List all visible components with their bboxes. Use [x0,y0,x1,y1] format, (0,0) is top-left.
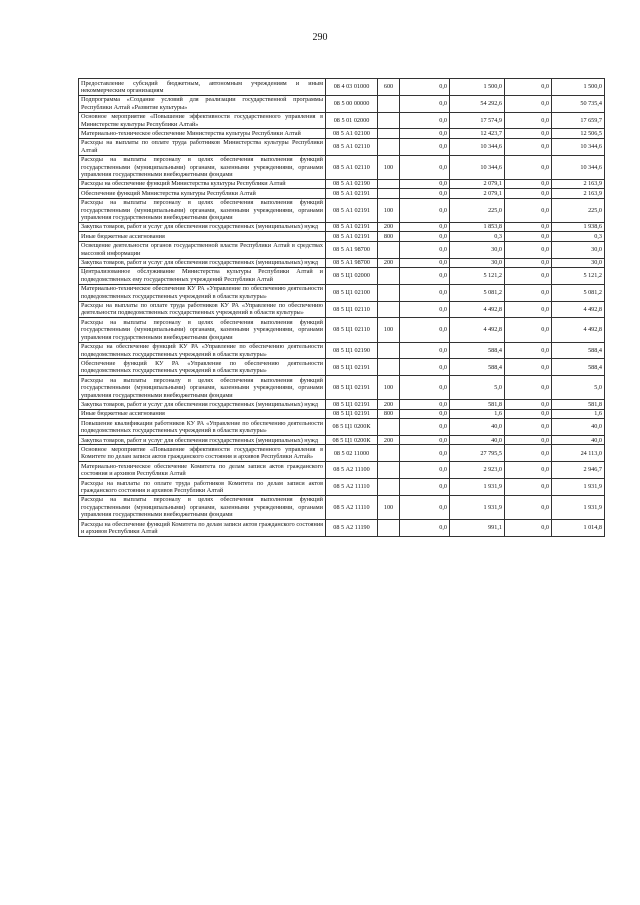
row-amount-3: 0,0 [505,409,552,418]
row-amount-3: 0,0 [505,112,552,129]
row-amount-3: 0,0 [505,495,552,519]
row-amount-3: 0,0 [505,258,552,267]
row-amount-4: 2 946,7 [552,462,605,479]
row-amount-1: 0,0 [400,179,450,188]
row-expense-type [378,95,400,112]
row-amount-2: 588,4 [450,342,505,359]
row-code: 08 5 02 11000 [326,445,378,462]
row-expense-type: 100 [378,155,400,179]
row-code: 08 5 А1 02110 [326,138,378,155]
row-name: Расходы на выплаты персоналу в целях обеспечения выполнения функций государственными (муниципальными) органами, казенными учреждениями, органами управления государственными внебюджетными фондами [79,495,326,519]
table-row [79,400,605,409]
row-amount-3: 0,0 [505,400,552,409]
row-code: 08 5 А2 11110 [326,479,378,496]
row-code: 08 5 А1 02191 [326,232,378,241]
row-amount-1: 0,0 [400,232,450,241]
row-code: 08 5 А2 11110 [326,495,378,519]
row-amount-2: 5,0 [450,376,505,400]
row-amount-4: 1 931,9 [552,479,605,496]
row-amount-3: 0,0 [505,445,552,462]
row-amount-3: 0,0 [505,301,552,318]
row-amount-4: 10 344,6 [552,138,605,155]
row-amount-3: 0,0 [505,462,552,479]
row-code: 08 5 Ц1 02110 [326,301,378,318]
row-amount-1: 0,0 [400,359,450,376]
row-name: Иные бюджетные ассигнования [79,409,326,418]
row-amount-4: 0,3 [552,232,605,241]
row-expense-type [378,462,400,479]
row-expense-type: 100 [378,376,400,400]
row-amount-4: 50 735,4 [552,95,605,112]
row-name: Материально-техническое обеспечение Министерства культуры Республики Алтай [79,129,326,138]
row-name: Предоставление субсидий бюджетным, автономным учреждениям и иным некоммерческим организациям [79,79,326,96]
row-amount-2: 1 931,9 [450,495,505,519]
row-amount-4: 10 344,6 [552,155,605,179]
row-expense-type [378,241,400,258]
row-amount-1: 0,0 [400,258,450,267]
row-expense-type: 200 [378,436,400,445]
row-amount-3: 0,0 [505,138,552,155]
row-expense-type [378,419,400,436]
row-code: 08 5 А2 11100 [326,462,378,479]
row-name: Обеспечение функций Министерства культуры Республики Алтай [79,189,326,198]
row-amount-4: 1,6 [552,409,605,418]
row-amount-4: 5,0 [552,376,605,400]
row-name: Расходы на выплаты по оплате труда работников КУ РА «Управление по обеспечению деятельности подведомственных государственных учреждений в области культуры» [79,301,326,318]
row-amount-2: 1 853,8 [450,222,505,231]
row-code: 08 5 Ц1 02191 [326,400,378,409]
row-amount-3: 0,0 [505,376,552,400]
row-code: 08 5 Ц1 02000 [326,267,378,284]
row-name: Закупка товаров, работ и услуг для обеспечения государственных (муниципальных) нужд [79,258,326,267]
row-name: Расходы на обеспечение функций КУ РА «Управление по обеспечению деятельности подведомственных государственных учреждений в области культуры» [79,342,326,359]
row-amount-3: 0,0 [505,232,552,241]
table-row [79,79,605,96]
table-row [79,462,605,479]
table-row [79,112,605,129]
row-amount-1: 0,0 [400,479,450,496]
row-amount-1: 0,0 [400,112,450,129]
row-amount-4: 588,4 [552,342,605,359]
row-amount-4: 2 163,9 [552,179,605,188]
row-name: Расходы на выплаты персоналу в целях обеспечения выполнения функций государственными (муниципальными) органами, казенными учреждениями, органами управления государственными внебюджетными фондами [79,376,326,400]
row-amount-2: 30,0 [450,258,505,267]
row-amount-1: 0,0 [400,409,450,418]
row-amount-4: 581,8 [552,400,605,409]
row-expense-type: 100 [378,198,400,222]
row-amount-2: 0,3 [450,232,505,241]
row-amount-2: 2 079,1 [450,179,505,188]
row-amount-4: 225,0 [552,198,605,222]
row-amount-4: 1 500,0 [552,79,605,96]
row-amount-1: 0,0 [400,400,450,409]
row-code: 08 5 Ц1 0200К [326,436,378,445]
row-expense-type [378,138,400,155]
row-amount-3: 0,0 [505,520,552,537]
row-amount-1: 0,0 [400,419,450,436]
row-expense-type [378,129,400,138]
table-row [79,419,605,436]
table-row [79,232,605,241]
row-amount-2: 54 292,6 [450,95,505,112]
row-amount-3: 0,0 [505,359,552,376]
row-amount-1: 0,0 [400,462,450,479]
row-code: 08 5 Ц1 02110 [326,318,378,342]
row-name: Иные бюджетные ассигнования [79,232,326,241]
row-amount-2: 2 079,1 [450,189,505,198]
row-amount-1: 0,0 [400,241,450,258]
row-expense-type: 200 [378,400,400,409]
table-row [79,479,605,496]
row-code: 08 5 А1 02191 [326,222,378,231]
table-row [79,445,605,462]
row-name: Расходы на выплаты персоналу в целях обеспечения выполнения функций государственными (муниципальными) органами, казенными учреждениями, органами управления государственными внебюджетными фондами [79,155,326,179]
row-amount-1: 0,0 [400,520,450,537]
row-code: 08 5 Ц1 02190 [326,342,378,359]
row-expense-type [378,301,400,318]
row-amount-3: 0,0 [505,95,552,112]
table-row [79,258,605,267]
table-row [79,222,605,231]
row-amount-2: 17 574,9 [450,112,505,129]
row-amount-1: 0,0 [400,79,450,96]
row-amount-3: 0,0 [505,155,552,179]
row-name: Расходы на выплаты персоналу в целях обеспечения выполнения функций государственными (муниципальными) органами, казенными учреждениями, органами управления государственными внебюджетными фондами [79,198,326,222]
row-code: 08 5 А1 02191 [326,189,378,198]
row-amount-1: 0,0 [400,436,450,445]
row-amount-2: 12 423,7 [450,129,505,138]
row-code: 08 5 Ц1 02191 [326,359,378,376]
row-amount-4: 5 081,2 [552,284,605,301]
row-amount-4: 1 938,6 [552,222,605,231]
row-amount-2: 10 344,6 [450,138,505,155]
row-name: Основное мероприятие «Повышение эффективности государственного управления в Комитете по делам записи актов гражданского состояния и архивов Республики Алтай» [79,445,326,462]
row-amount-2: 40,0 [450,436,505,445]
row-amount-3: 0,0 [505,342,552,359]
row-amount-3: 0,0 [505,222,552,231]
row-amount-1: 0,0 [400,376,450,400]
row-expense-type [378,342,400,359]
row-code: 08 5 Ц1 02100 [326,284,378,301]
row-name: Материально-техническое обеспечение КУ РА «Управление по обеспечению деятельности подведомственных государственных учреждений в области культуры» [79,284,326,301]
table-row [79,198,605,222]
row-expense-type: 600 [378,79,400,96]
row-code: 08 5 Ц1 02191 [326,376,378,400]
row-amount-1: 0,0 [400,189,450,198]
row-code: 08 5 А1 02110 [326,155,378,179]
row-code: 08 5 00 00000 [326,95,378,112]
row-code: 08 5 А1 98700 [326,258,378,267]
row-amount-3: 0,0 [505,129,552,138]
table-row [79,301,605,318]
row-amount-2: 30,0 [450,241,505,258]
table-row [79,318,605,342]
row-expense-type [378,520,400,537]
row-amount-4: 4 492,8 [552,318,605,342]
row-amount-3: 0,0 [505,479,552,496]
row-expense-type [378,179,400,188]
budget-table [78,78,605,537]
row-name: Материально-техническое обеспечение Комитета по делам записи актов гражданского состояния и архивов Республики Алтай [79,462,326,479]
table-row [79,241,605,258]
table-row [79,342,605,359]
row-amount-2: 27 795,5 [450,445,505,462]
table-row [79,376,605,400]
row-code: 08 5 А1 98700 [326,241,378,258]
row-amount-2: 4 492,8 [450,301,505,318]
row-amount-1: 0,0 [400,155,450,179]
row-amount-3: 0,0 [505,284,552,301]
table-row [79,129,605,138]
table-row [79,409,605,418]
table-row [79,189,605,198]
row-amount-1: 0,0 [400,301,450,318]
row-amount-2: 588,4 [450,359,505,376]
row-code: 08 5 А2 11190 [326,520,378,537]
row-expense-type: 800 [378,409,400,418]
row-name: Обеспечение функций КУ РА «Управление по обеспечению деятельности подведомственных государственных учреждений в области культуры» [79,359,326,376]
row-amount-3: 0,0 [505,179,552,188]
row-expense-type: 200 [378,258,400,267]
row-expense-type [378,112,400,129]
row-amount-2: 5 121,2 [450,267,505,284]
row-amount-4: 2 163,9 [552,189,605,198]
row-code: 08 5 А1 02190 [326,179,378,188]
row-amount-1: 0,0 [400,342,450,359]
row-amount-3: 0,0 [505,267,552,284]
row-amount-1: 0,0 [400,198,450,222]
row-amount-3: 0,0 [505,436,552,445]
row-expense-type [378,267,400,284]
table-row [79,179,605,188]
row-name: Основное мероприятие «Повышение эффективности государственного управления в Министерстве культуры Республики Алтай» [79,112,326,129]
row-amount-1: 0,0 [400,318,450,342]
table-row [79,138,605,155]
row-name: Повышение квалификации работников КУ РА «Управление по обеспечению деятельности подведомственных государственных учреждений в области культуры» [79,419,326,436]
table-row [79,495,605,519]
row-expense-type: 100 [378,318,400,342]
row-amount-2: 2 923,0 [450,462,505,479]
table-row [79,520,605,537]
row-amount-2: 40,0 [450,419,505,436]
row-amount-4: 40,0 [552,419,605,436]
row-name: Закупка товаров, работ и услуг для обеспечения государственных (муниципальных) нужд [79,436,326,445]
row-amount-2: 1,6 [450,409,505,418]
table-row [79,95,605,112]
row-amount-4: 1 931,9 [552,495,605,519]
row-code: 08 5 Ц1 0200К [326,419,378,436]
row-code: 08 5 01 02000 [326,112,378,129]
row-amount-1: 0,0 [400,495,450,519]
row-amount-2: 991,1 [450,520,505,537]
row-expense-type: 100 [378,495,400,519]
row-amount-1: 0,0 [400,267,450,284]
row-name: Расходы на выплаты персоналу в целях обеспечения выполнения функций государственными (муниципальными) органами, казенными учреждениями, органами управления государственными внебюджетными фондами [79,318,326,342]
row-amount-2: 10 344,6 [450,155,505,179]
row-amount-1: 0,0 [400,284,450,301]
row-code: 08 5 А1 02191 [326,198,378,222]
page-number: 290 [312,32,328,43]
row-expense-type [378,284,400,301]
row-amount-1: 0,0 [400,445,450,462]
row-amount-3: 0,0 [505,189,552,198]
row-code: 08 4 03 01000 [326,79,378,96]
row-expense-type [378,445,400,462]
row-amount-3: 0,0 [505,419,552,436]
row-name: Централизованное обслуживание Министерства культуры Республики Алтай и подведомственных ему государственных учреждений Республики Алтай [79,267,326,284]
row-amount-3: 0,0 [505,318,552,342]
row-amount-4: 4 492,8 [552,301,605,318]
row-expense-type: 200 [378,222,400,231]
row-name: Подпрограмма «Создание условий для реализации государственной программы Республики Алтай «Развитие культуры» [79,95,326,112]
row-name: Расходы на обеспечение функций Министерства культуры Республики Алтай [79,179,326,188]
table-row [79,436,605,445]
row-amount-4: 30,0 [552,241,605,258]
row-amount-4: 24 113,0 [552,445,605,462]
row-name: Расходы на выплаты по оплате труда работников Комитета по делам записи актов гражданского состояния и архивов Республики Алтай [79,479,326,496]
row-amount-2: 1 931,9 [450,479,505,496]
row-amount-4: 30,0 [552,258,605,267]
row-amount-2: 4 492,8 [450,318,505,342]
row-name: Закупка товаров, работ и услуг для обеспечения государственных (муниципальных) нужд [79,400,326,409]
row-amount-1: 0,0 [400,129,450,138]
row-amount-4: 12 506,5 [552,129,605,138]
row-expense-type [378,359,400,376]
row-amount-3: 0,0 [505,241,552,258]
table-row [79,359,605,376]
row-amount-2: 225,0 [450,198,505,222]
table-row [79,267,605,284]
row-amount-3: 0,0 [505,198,552,222]
row-code: 08 5 А1 02100 [326,129,378,138]
row-amount-4: 588,4 [552,359,605,376]
row-amount-2: 1 500,0 [450,79,505,96]
row-amount-1: 0,0 [400,138,450,155]
row-amount-1: 0,0 [400,95,450,112]
row-name: Закупка товаров, работ и услуг для обеспечения государственных (муниципальных) нужд [79,222,326,231]
row-amount-4: 40,0 [552,436,605,445]
row-amount-1: 0,0 [400,222,450,231]
row-expense-type: 800 [378,232,400,241]
row-amount-2: 5 081,2 [450,284,505,301]
table-row [79,284,605,301]
row-amount-4: 1 014,8 [552,520,605,537]
row-code: 08 5 Ц1 02191 [326,409,378,418]
row-amount-3: 0,0 [505,79,552,96]
row-name: Освещение деятельности органов государственной власти Республики Алтай в средствах массовой информации [79,241,326,258]
row-amount-4: 17 659,7 [552,112,605,129]
row-name: Расходы на выплаты по оплате труда работников Министерства культуры Республики Алтай [79,138,326,155]
row-expense-type [378,189,400,198]
row-name: Расходы на обеспечение функций Комитета по делам записи актов гражданского состояния и архивов Республики Алтай [79,520,326,537]
row-amount-4: 5 121,2 [552,267,605,284]
row-amount-2: 581,8 [450,400,505,409]
row-expense-type [378,479,400,496]
table-row [79,155,605,179]
